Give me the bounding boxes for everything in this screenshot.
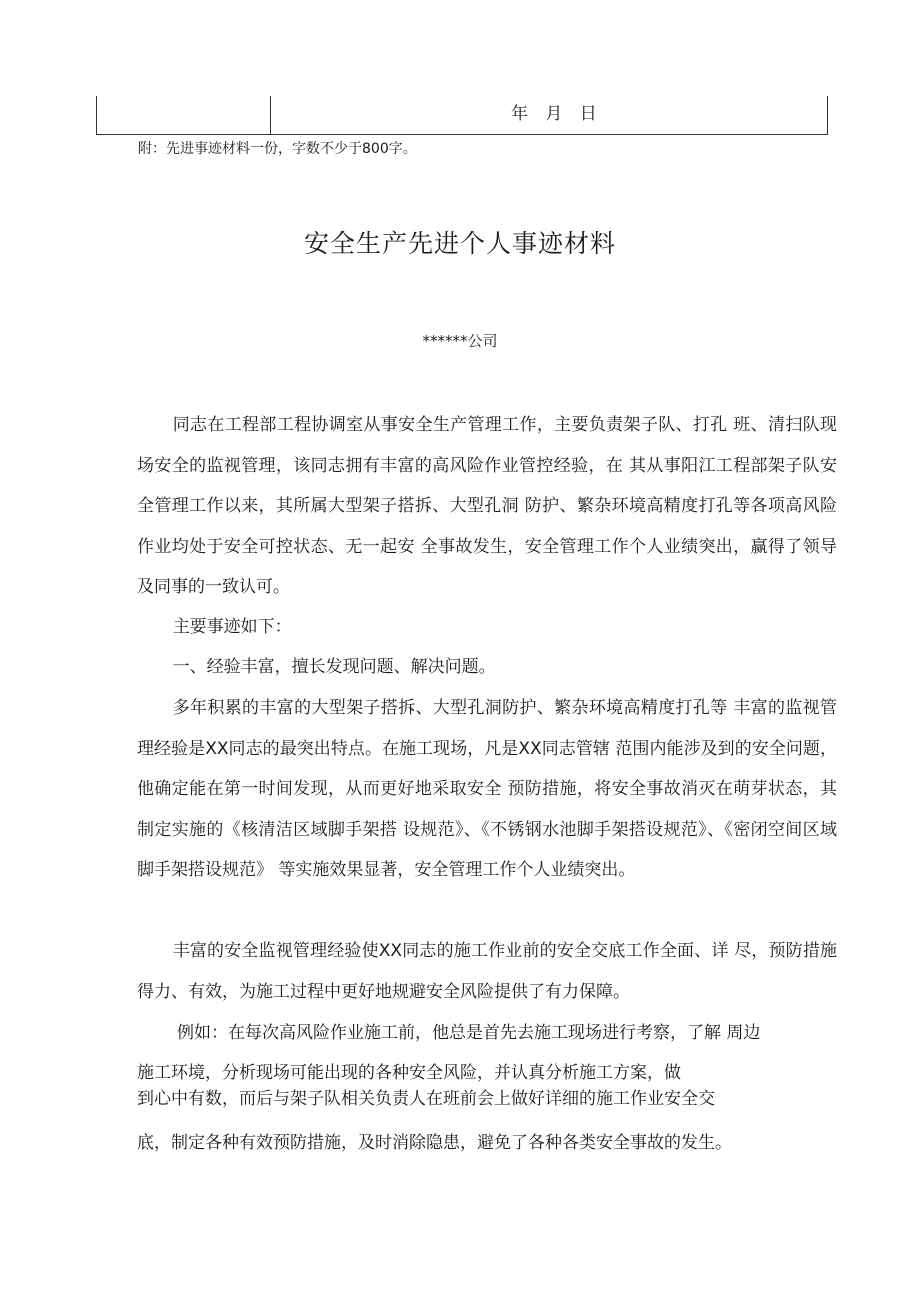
main-deeds-heading: 主要事迹如下： [172, 617, 292, 637]
example-line-2: 施工环境，分析现场可能出现的各种安全风险，并认真分析施工方案，做 [137, 1063, 681, 1083]
intro-paragraph: 同志在工程部工程协调室从事安全生产管理工作，主要负责架子队、打孔 班、清扫队现场安全的监视管理，该同志拥有丰富的高风险作业管控经验，在 其从事阳江工程部架子队安全管理工作以来，其所属大型架子搭拆、大型孔洞 防护、繁杂环境高精度打孔等各项高风险作业均处于安全可控状态、无一起安 全事故发生，安全管理工作个人业绩突出，赢得了领导及同事的一致认可。 [137, 415, 837, 597]
example-line-3: 到心中有数，而后与架子队相关负责人在班前会上做好详细的施工作业安全交 [137, 1089, 715, 1109]
example-line-4: 底，制定各种有效预防措施，及时消除隐患，避免了各种各类安全事故的发生。 [137, 1133, 732, 1153]
page-title: 安全生产先进个人事迹材料 [303, 229, 616, 258]
section1-body2-paragraph: 丰富的安全监视管理经验使XX同志的施工作业前的安全交底工作全面、详 尽，预防措施得力、有效，为施工过程中更好地规避安全风险提供了有力保障。 [137, 941, 837, 1002]
company-name: ******公司 [422, 332, 498, 350]
date-label: 年 月 日 [511, 104, 603, 124]
table-column-divider [270, 96, 271, 134]
signature-table-fragment [96, 96, 828, 135]
section1-body-paragraph: 多年积累的丰富的大型架子搭拆、大型孔洞防护、繁杂环境高精度打孔等 丰富的监视管理经验是XX同志的最突出特点。在施工现场，凡是XX同志管辖 范围内能涉及到的安全问题，他确定能在第一时间发现，从而更好地采取安全 预防措施，将安全事故消灭在萌芽状态，其制定实施的《核清洁区域脚手架搭 设规范》、《不锈钢水池脚手架搭设规范》、《密闭空间区域脚手架搭设规范》 等实施效果显著，安全管理工作个人业绩突出。 [137, 698, 837, 880]
example-line-1: 例如：在每次高风险作业施工前，他总是首先去施工现场进行考察，了解 周边 [177, 1023, 761, 1043]
attachment-note: 附：先进事迹材料一份，字数不少于800字。 [138, 141, 417, 157]
section1-heading: 一、经验丰富，擅长发现问题、解决问题。 [172, 657, 496, 677]
